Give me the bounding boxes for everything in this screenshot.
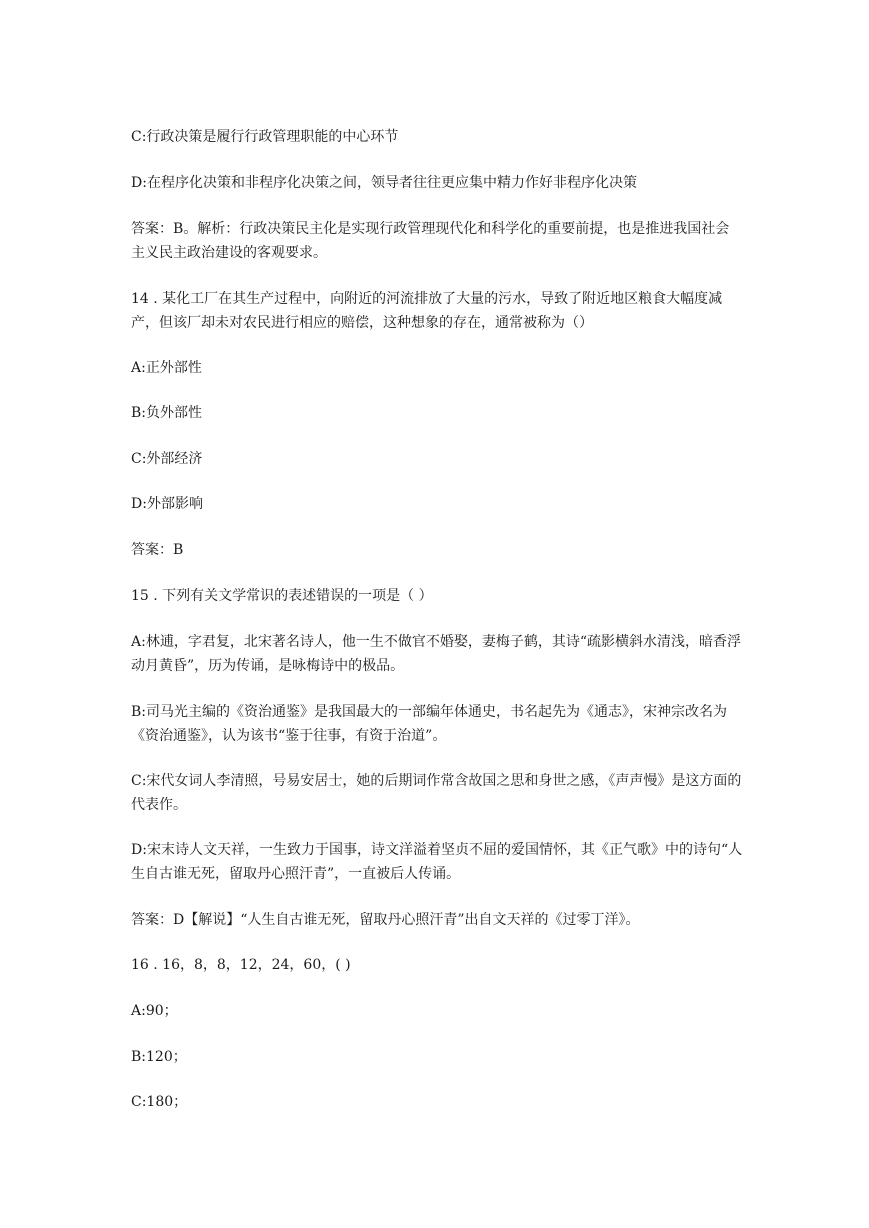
- option-c-q14: C:外部经济: [131, 451, 203, 467]
- option-b-q16: B:120；: [131, 1049, 187, 1065]
- option-d-q15: D:宋末诗人文天祥，一生致力于国事，诗文洋溢着坚贞不屈的爱国情怀，其《正气歌》中的诗句“人生自古谁无死，留取丹心照汗青”，一直被后人传诵。: [131, 842, 743, 882]
- option-b-q15: B:司马光主编的《资治通鉴》是我国最大的一部编年体通史，书名起先为《通志》，宋神宗改名为《资治通鉴》，认为该书“鉴于往事，有资于治道”。: [131, 704, 728, 744]
- answer-q14: 答案：B: [131, 542, 184, 558]
- option-a-q16: A:90；: [131, 1003, 178, 1019]
- option-c-q16: C:180；: [131, 1094, 188, 1110]
- option-d-q14: D:外部影响: [131, 496, 203, 512]
- answer-q15: 答案：D【解说】“人生自古谁无死，留取丹心照汗青”出自文天祥的《过零丁洋》。: [131, 912, 640, 928]
- option-a-q15: A:林逋，字君复，北宋著名诗人，他一生不做官不婚娶，妻梅子鹤，其诗“疏影横斜水清浅，暗香浮动月黄昏”，历为传诵，是咏梅诗中的极品。: [131, 634, 741, 674]
- option-d-q13: D:在程序化决策和非程序化决策之间，领导者往往更应集中精力作好非程序化决策: [131, 175, 637, 191]
- option-c-q15: C:宋代女词人李清照，号易安居士，她的后期词作常含故国之思和身世之感，《声声慢》是这方面的代表作。: [131, 773, 742, 813]
- option-a-q14: A:正外部性: [131, 360, 202, 376]
- option-c-q13: C:行政决策是履行行政管理职能的中心环节: [131, 129, 399, 145]
- question-14: 14 . 某化工厂在其生产过程中，向附近的河流排放了大量的污水，导致了附近地区粮食大幅度减产，但该厂却未对农民进行相应的赔偿，这种想象的存在，通常被称为（）: [131, 291, 723, 331]
- answer-q13: 答案：B。解析：行政决策民主化是实现行政管理现代化和科学化的重要前提，也是推进我国社会主义民主政治建设的客观要求。: [131, 221, 730, 261]
- question-16: 16 . 16，8，8，12，24，60，( ): [131, 957, 351, 973]
- option-b-q14: B:负外部性: [131, 405, 203, 421]
- question-15: 15 . 下列有关文学常识的表述错误的一项是（ ）: [131, 588, 433, 604]
